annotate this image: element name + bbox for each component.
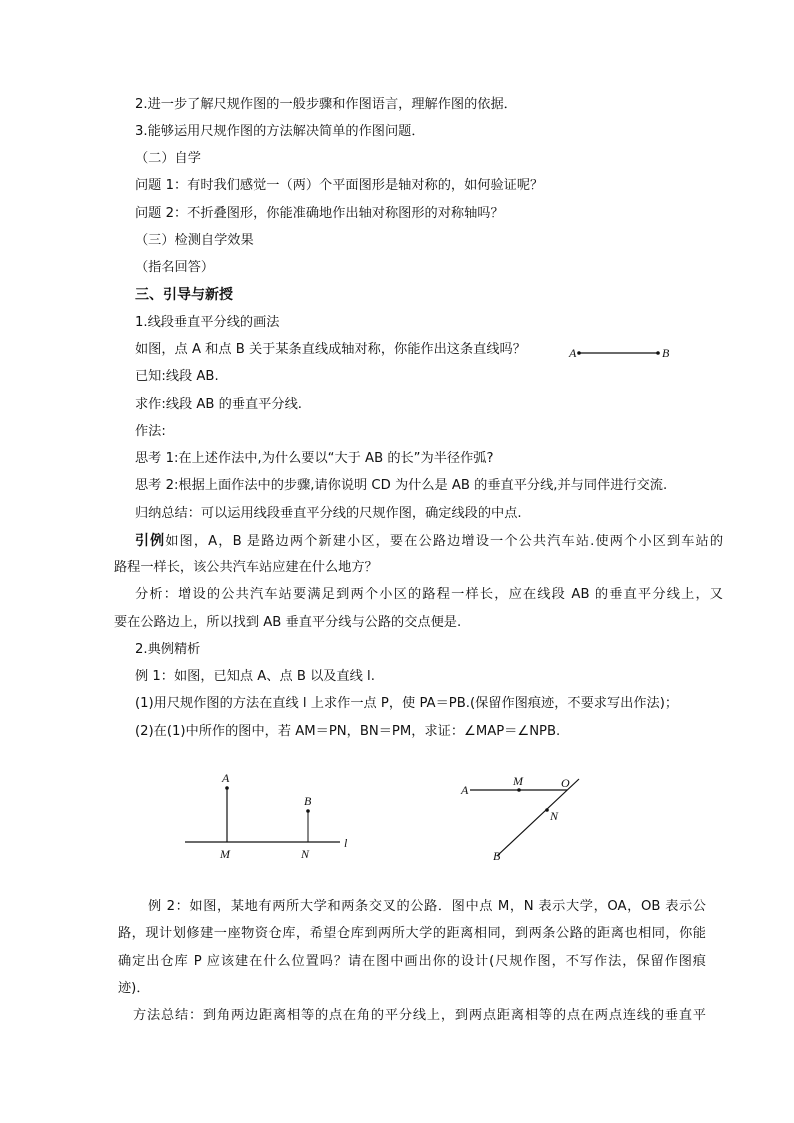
point-a [577,351,581,355]
point-b [306,809,310,813]
think-1: 思考 1:在上述作法中,为什么要以“大于 AB 的长”为半径作弧? [135,451,494,466]
subsection-1: 1.线段垂直平分线的画法 [135,315,280,330]
segment-ab-figure [560,340,680,366]
label-m: M [513,774,523,788]
point-m [517,788,521,792]
label-l: l [344,836,348,850]
label-a: A [461,783,469,797]
label-n: N [550,809,559,823]
analysis-line-1: 分析：增设的公共汽车站要满足到两个小区的路程一样长，应在线段 AB 的垂直平分线上，又 [135,587,723,602]
intro-question: 如图，点 A 和点 B 关于某条直线成轴对称，你能作出这条直线吗？ [135,342,526,357]
example-2-line-2: 路，现计划修建一座物资仓库，希望仓库到两所大学的距离相同，到两条公路的距离也相同，你能 [118,926,706,941]
method-summary: 方法总结：到角两边距离相等的点在角的平分线上，到两点距离相等的点在两点连线的垂直平 [133,1008,706,1023]
summary: 归纳总结：可以运用线段垂直平分线的尺规作图，确定线段的中点. [135,506,522,521]
intro-example-line-2: 路程一样长，该公共汽车站应建在什么地方？ [114,560,378,575]
point-a [225,786,229,790]
label-b: B [493,849,501,863]
example-2-line-4: 迹)． [118,981,150,996]
check-note: （指名回答） [135,260,215,275]
self-study-heading: （二）自学 [135,151,201,166]
example-2-figure [455,772,595,864]
example-1-figure [180,766,360,866]
label-b: B [662,346,670,360]
label-b: B [304,794,312,808]
goal-3: 3.能够运用尺规作图的方法解决简单的作图问题． [135,124,425,139]
given: 已知:线段 AB. [135,369,219,384]
point-b [656,351,660,355]
point-n [545,808,549,812]
question-1: 问题 1：有时我们感觉一（两）个平面图形是轴对称的，如何验证呢？ [135,178,544,193]
label-a: A [222,771,230,785]
analysis-line-2: 要在公路边上，所以找到 AB 垂直平分线与公路的交点便是. [114,615,462,630]
example-1-q2: (2)在(1)中所作的图中，若 AM＝PN，BN＝PM，求证：∠MAP＝∠NPB. [135,724,561,739]
label-m: M [220,847,230,861]
intro-example-label: 引例 [135,533,166,549]
think-2: 思考 2:根据上面作法中的步骤,请你说明 CD 为什么是 AB 的垂直平分线,并与同伴进行交流. [135,478,668,493]
label-n: N [301,847,310,861]
label-o: O [561,776,570,790]
intro-example-line-1: 引例如图，A，B 是路边两个新建小区，要在公路边增设一个公共汽车站.使两个小区到车站的 [135,533,724,549]
method: 作法: [135,424,166,439]
label-a: A [569,346,577,360]
example-1: 例 1：如图，已知点 A、点 B 以及直线 l. [135,669,375,684]
check-heading: （三）检测自学效果 [135,233,254,248]
example-1-q1: (1)用尺规作图的方法在直线 l 上求作一点 P，使 PA＝PB.(保留作图痕迹，不要求写出作法)； [135,696,679,711]
subsection-2: 2.典例精析 [135,642,201,657]
example-2-line-3: 确定出仓库 P 应该建在什么位置吗？请在图中画出你的设计(尺规作图，不写作法，保留作图痕 [118,954,706,969]
example-2-line-1: 例 2：如图，某地有两所大学和两条交叉的公路．图中点 M，N 表示大学，OA，OB 表示公 [148,899,706,914]
question-2: 问题 2：不折叠图形，你能准确地作出轴对称图形的对称轴吗？ [135,206,504,221]
find: 求作:线段 AB 的垂直平分线. [135,397,302,412]
section-title: 三、引导与新授 [135,287,233,303]
goal-2: 2.进一步了解尺规作图的一般步骤和作图语言，理解作图的依据． [135,97,517,112]
